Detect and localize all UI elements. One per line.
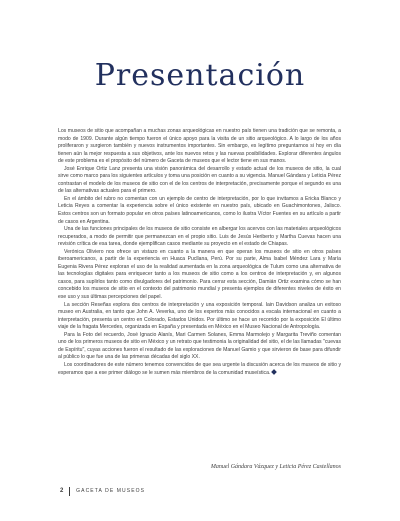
page-number: 2: [60, 488, 64, 494]
paragraph: La sección Reseñas explora dos centros de interpretación y una exposición temporal. Iain Davidson analiza un exitoso museo en Australia, en tanto que John A. Veverka, uno de los expertos más conocidos a escala internacional en cuanto a interpretación, presenta un centro en Colorado, Estados Unidos. Por último se hace un recorrido por la exposición El último viaje de la fragata Mercedes, organizada en España y presentada en México en el Museo Nacional de Antropología.: [58, 301, 341, 331]
paragraph-last-text: Los coordinadores de este número tenemos convencidos de que sea urgente la discusión acerca de los museos de sitio y esperamos que a ese primer diálogo se le sumen más miembros de la comunidad museística.: [58, 361, 341, 376]
paragraph-last: [58, 362, 341, 377]
end-mark-icon: [272, 369, 278, 375]
paragraph: Para la Foto del recuerdo, José Ignacio Alanís, Mari Carmen Solanes, Emma Marmolejo y Margarita Treviño comentan uno de los primeros museos de sitio en México y un retrato que testimonia la originalidad del sitio, el de las llamadas "cuevas de Espíritu", cuyas acciones fueron el resultado de las exploraciones de Manuel Gamio y que sirvieron de base para difundir al público lo que fue una de las primeras décadas del siglo XX.: [58, 331, 341, 361]
paragraph: Verónica Oliviero nos ofrece un vistazo en cuanto a la manera en que operan los museos de sitio en otros países iberoamericanos, a partir de la experiencia en Huaca Pucllana, Perú. Por su parte, Alma Isabel Méndez Lara y María Eugenia Rivera Pérez exploran el uso de la realidad aumentada en la zona arqueológica de Tulum como una alternativa de las tecnologías digitales para enriquecer tanto a los museos de sitio como a los centros de interpretación y, en algunos casos, para suplirlos tanto como divulgadores del patrimonio. Para cerrar esta sección, Damián Ortiz examina cómo se han concebido los museos de sitio en el contexto del patrimonio mundial y presenta ejemplos de diferentes niveles de éxito en ese uso y sus últimas percepciones del papel.: [58, 248, 341, 301]
page-footer: [60, 486, 145, 496]
paragraph: José Enrique Ortiz Lanz presenta una visión panorámica del desarrollo y estado actual de los museos de sitio, la cual sirve como marco para los siguientes artículos y toma una posición en cuanto a su vigencia. Manuel Gándara y Leticia Pérez contrastan el modelo de los museos de sitio con el de los centros de interpretación, precisamente porque el segundo es una de las alternativas actuales para el primero.: [58, 165, 341, 195]
paragraph: Los museos de sitio que acompañan a muchas zonas arqueológicas en nuestro país tienen una tradición que se remonta, a modo de 1909. Durante algún tiempo fueron el único apoyo para la visita de un sitio arqueológico. A lo largo de los años proliferaron y surgieron también y nuevos instrumentos importantes. Sin embargo, es legítimo preguntarnos si hoy en día tienen aún la mejor respuesta a sus objetivos, ante los nuevos retos y las nuevas posibilidades. Explorar diferentes ángulos de este problema es el propósito del número de Gaceta de museos que el lector tiene en sus manos.: [58, 128, 341, 165]
paragraph: Una de las funciones principales de los museos de sitio consiste en albergar los acervos con las materiales arqueológicos recuperados, a modo de permitir que permanezcan en el propio sitio. Luis de Jesús Heriberto y Martha Cuevas hacen una revisión crítica de esa tarea, donde ejemplifican casos mediante su proyecto en el estado de Chiapas.: [58, 226, 341, 248]
article-body: [58, 128, 341, 480]
page-title: Presentación: [94, 58, 306, 93]
publication-title: GACETA DE MUSEOS: [76, 488, 146, 494]
paragraph: En el ámbito del rubro no comentan con un ejemplo de centro de interpretación, por lo que invitamos a Ericka Blanco y Leticia Reyes a comentar la experiencia sobre el único existente en nuestro país, ubicado en Guachimontones, Jalisco. Estos centros son un formato popular en otros países latinoamericanos, como lo ilustra Víctor Fuentes en su artículo a partir de casos en Argentina.: [58, 195, 341, 225]
footer-divider: [69, 487, 70, 496]
signature: Manuel Gándara Vázquez y Leticia Pérez Castellanos: [210, 464, 341, 470]
